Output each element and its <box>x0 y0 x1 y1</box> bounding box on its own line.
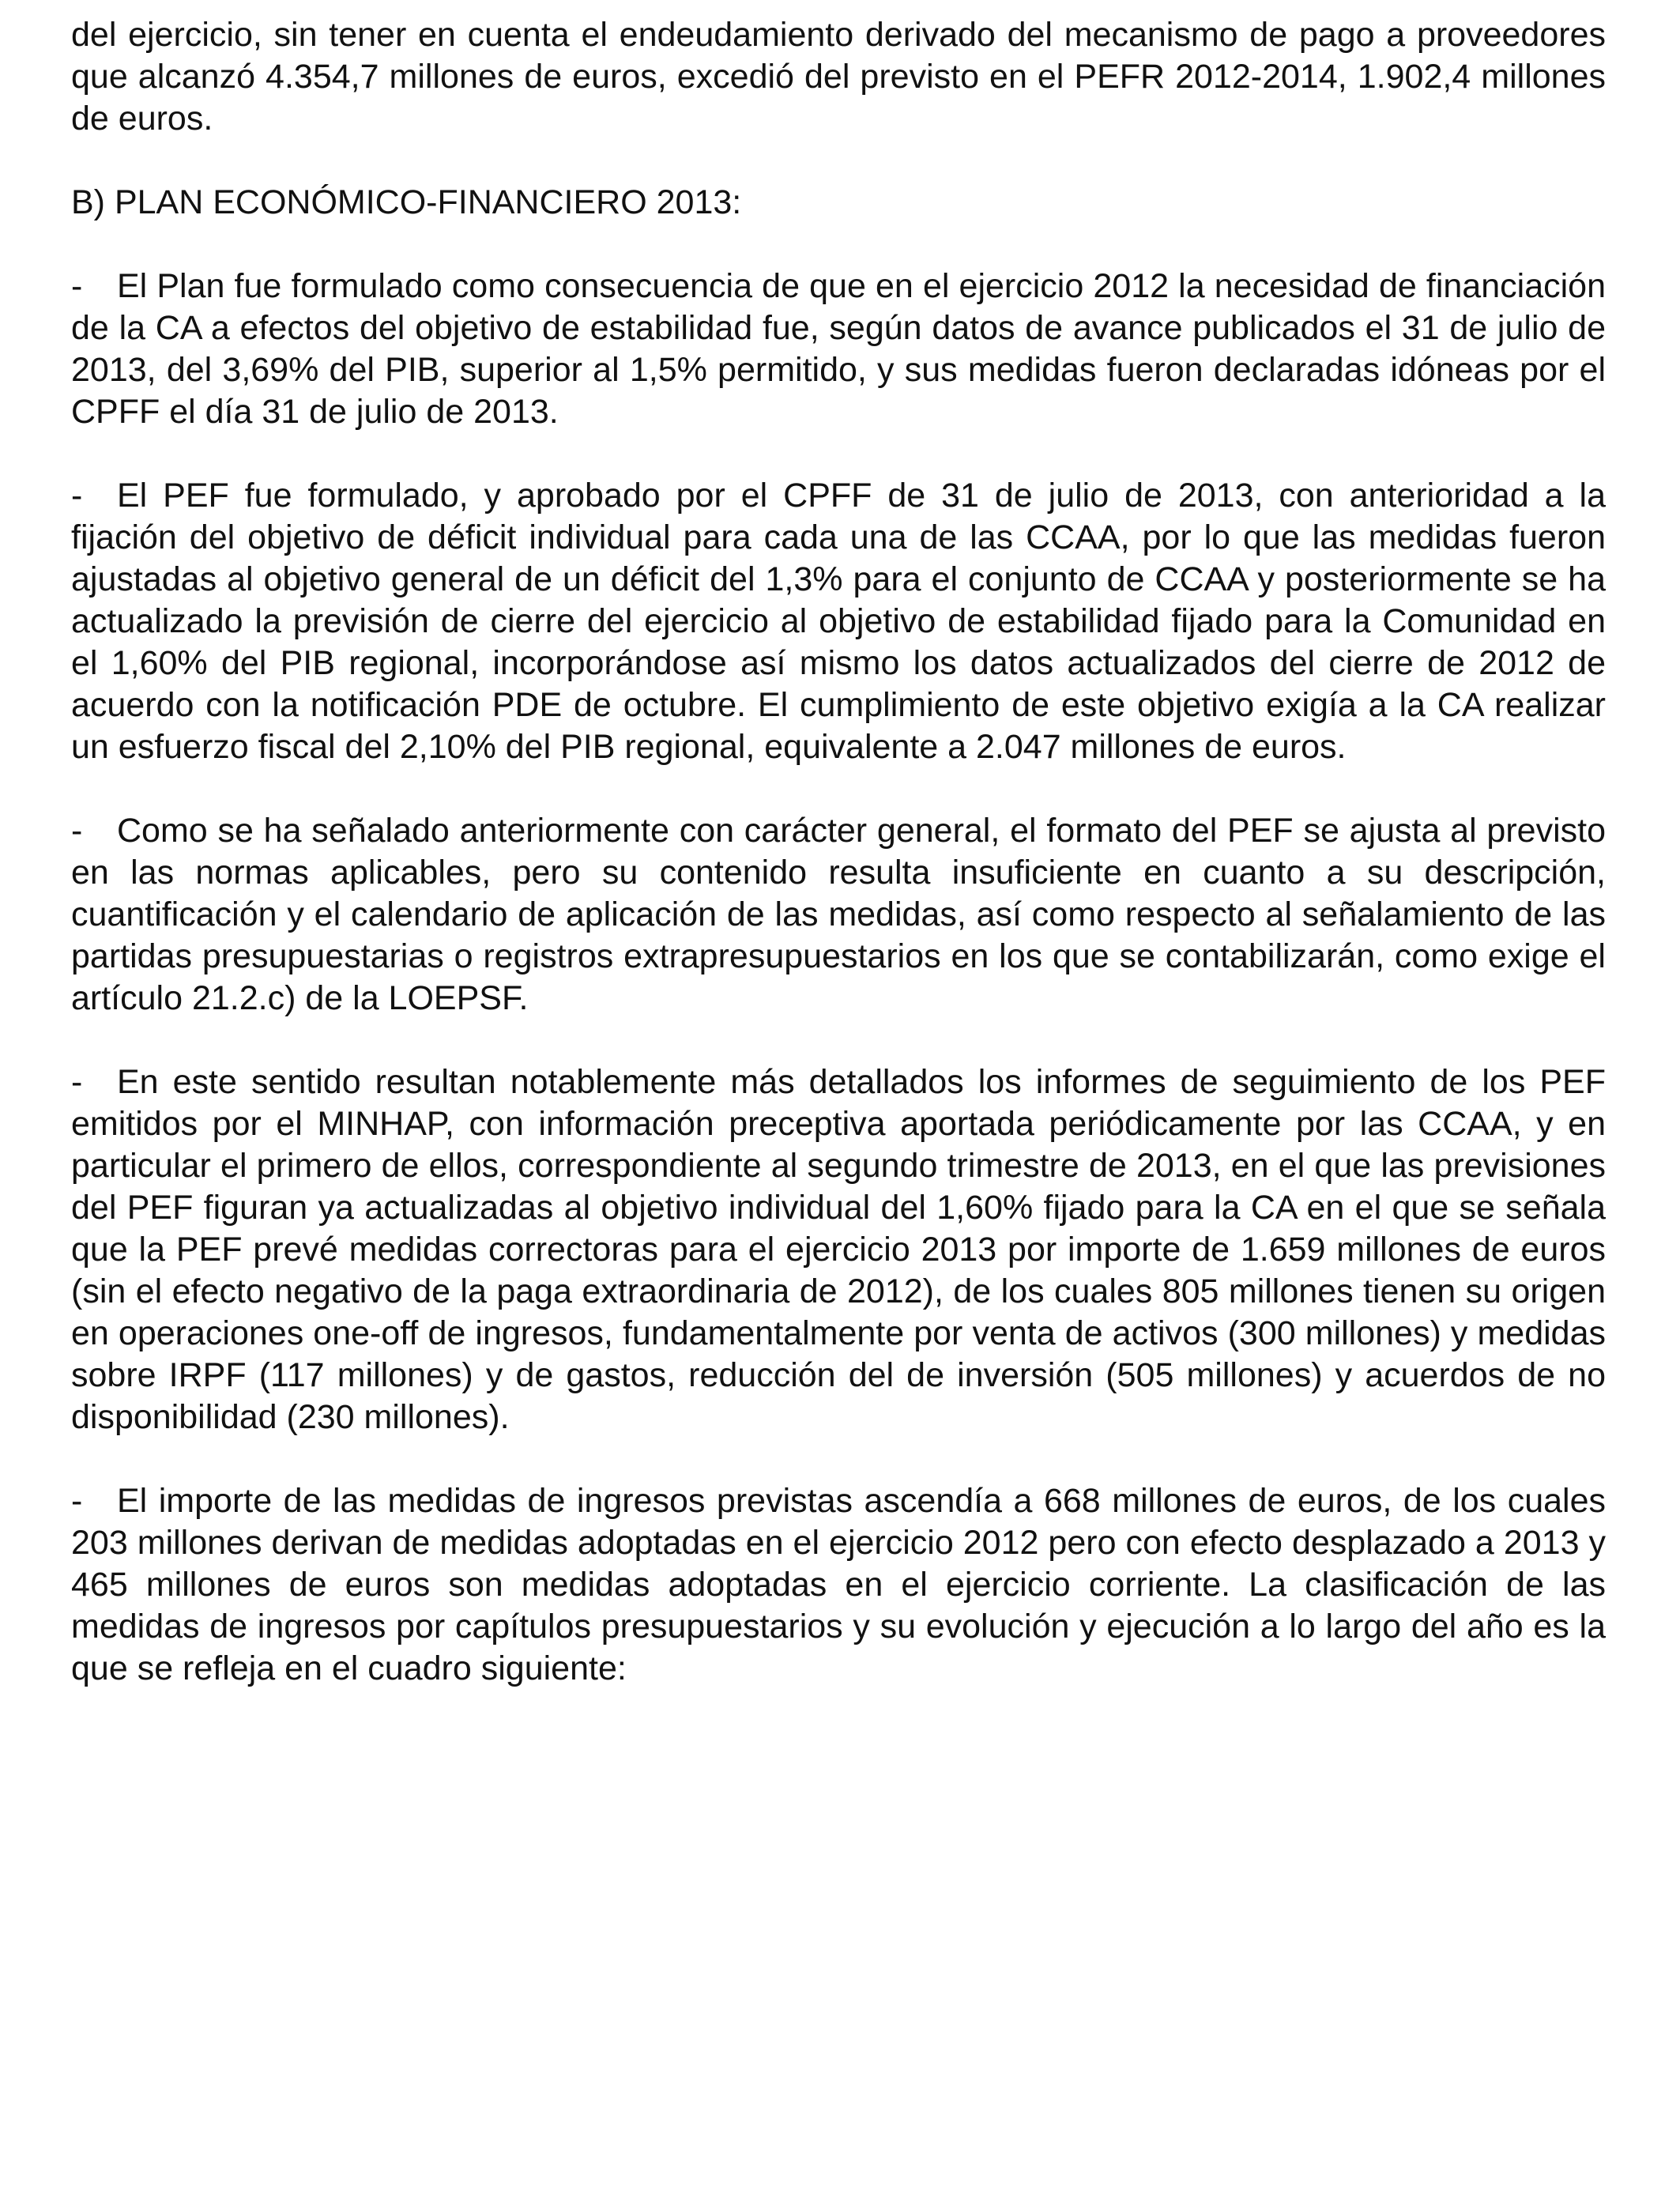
section-heading: B) PLAN ECONÓMICO-FINANCIERO 2013: <box>71 183 742 221</box>
document-page <box>71 14 1606 1732</box>
bullet-dash: - <box>71 1063 83 1101</box>
bullet-text-5: El importe de las medidas de ingresos previstas ascendía a 668 millones de euros, de los cuales 203 millones derivan de medidas adoptadas en el ejercicio 2012 pero con efecto desplazado a 2013 y 465 millones de euros son medidas adoptadas en el ejercicio corriente. La clasificación de las medidas de ingresos por capítulos presupuestarios y su evolución y ejecución a lo largo del año es la que se refleja en el cuadro siguiente: <box>71 1482 1606 1687</box>
bullet-text-3: Como se ha señalado anteriormente con carácter general, el formato del PEF se ajusta al previsto en las normas aplicables, pero su contenido resulta insuficiente en cuanto a su descripción, cuantificación y el calendario de aplicación de las medidas, así como respecto al señalamiento de las partidas presupuestarias o registros extrapresupuestarios en los que se contabilizarán, como exige el artículo 21.2.c) de la LOEPSF. <box>71 812 1606 1017</box>
bullet-dash: - <box>71 1482 83 1520</box>
bullet-paragraph-4 <box>71 1061 1606 1438</box>
bullet-paragraph-1 <box>71 266 1606 433</box>
bullet-paragraph-3 <box>71 810 1606 1020</box>
bullet-text-4: En este sentido resultan notablemente más detallados los informes de seguimiento de los PEF emitidos por el MINHAP, con información preceptiva aportada periódicamente por las CCAA, y en particular el primero de ellos, correspondiente al segundo trimestre de 2013, en el que las previsiones del PEF figuran ya actualizadas al objetivo individual del 1,60% fijado para la CA en el que se señala que la PEF prevé medidas correctoras para el ejercicio 2013 por importe de 1.659 millones de euros (sin el efecto negativo de la paga extraordinaria de 2012), de los cuales 805 millones tienen su origen en operaciones one-off de ingresos, fundamentalmente por venta de activos (300 millones) y medidas sobre IRPF (117 millones) y de gastos, reducción del de inversión (505 millones) y acuerdos de no disponibilidad (230 millones). <box>71 1063 1606 1436</box>
intro-paragraph: del ejercicio, sin tener en cuenta el endeudamiento derivado del mecanismo de pago a proveedores que alcanzó 4.354,7 millones de euros, excedió del previsto en el PEFR 2012-2014, 1.902,4 millones de euros. <box>71 16 1606 138</box>
bullet-text-2: El PEF fue formulado, y aprobado por el CPFF de 31 de julio de 2013, con anterioridad a la fijación del objetivo de déficit individual para cada una de las CCAA, por lo que las medidas fueron ajustadas al objetivo general de un déficit del 1,3% para el conjunto de CCAA y posteriormente se ha actualizado la previsión de cierre del ejercicio al objetivo de estabilidad fijado para la Comunidad en el 1,60% del PIB regional, incorporándose así mismo los datos actualizados del cierre de 2012 de acuerdo con la notificación PDE de octubre. El cumplimiento de este objetivo exigía a la CA realizar un esfuerzo fiscal del 2,10% del PIB regional, equivalente a 2.047 millones de euros. <box>71 477 1606 766</box>
bullet-paragraph-5 <box>71 1480 1606 1690</box>
bullet-dash: - <box>71 812 83 850</box>
bullet-dash: - <box>71 267 83 305</box>
bullet-text-1: El Plan fue formulado como consecuencia de que en el ejercicio 2012 la necesidad de financiación de la CA a efectos del objetivo de estabilidad fue, según datos de avance publicados el 31 de julio de 2013, del 3,69% del PIB, superior al 1,5% permitido, y sus medidas fueron declaradas idóneas por el CPFF el día 31 de julio de 2013. <box>71 267 1606 431</box>
bullet-paragraph-2 <box>71 475 1606 768</box>
bullet-dash: - <box>71 477 83 515</box>
